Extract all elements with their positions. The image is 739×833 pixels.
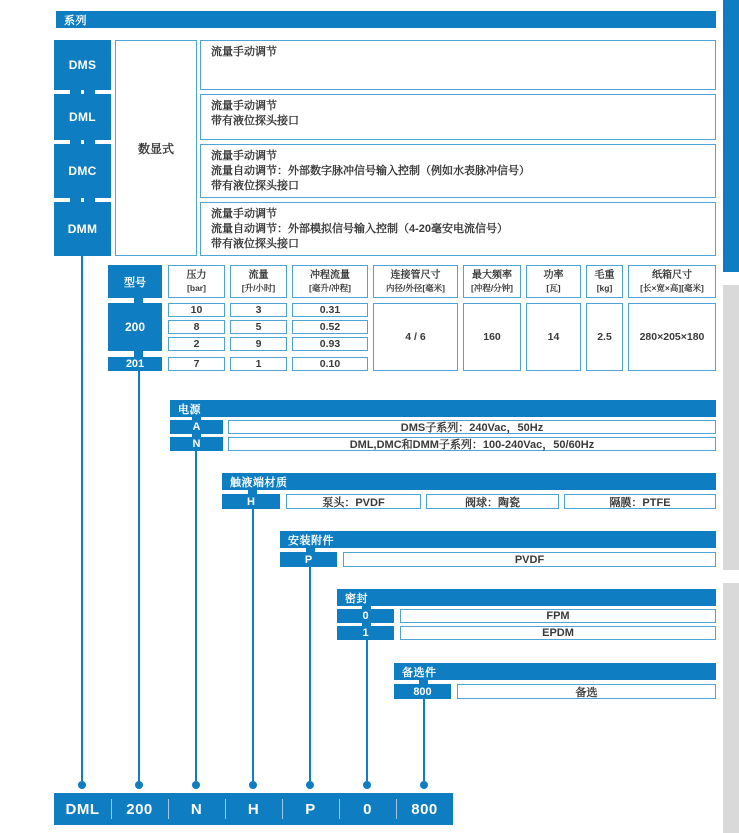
col-header-line1: 最大频率 <box>472 269 512 281</box>
col-header-line2: [瓦] <box>546 282 561 293</box>
col-header-line1: 压力 <box>186 269 207 281</box>
power-option-n-value <box>228 437 716 451</box>
value-label: PVDF <box>514 553 545 566</box>
col-header-line2: [冲程/分钟] <box>470 282 514 293</box>
segment-label: DML <box>65 800 100 818</box>
seal-option-1-key <box>337 626 394 640</box>
col-header-flow <box>230 265 287 298</box>
col-header-line1: 纸箱尺寸 <box>652 269 692 281</box>
value-label: 泵头：PVDF <box>322 496 385 509</box>
merged-cell-pipe-size <box>373 303 458 371</box>
option-section-header <box>394 663 716 680</box>
material-value-diaphragm <box>564 494 716 509</box>
desc-line: 流量自动调节：外部数字脉冲信号输入控制（例如水表脉冲信号） <box>211 165 530 177</box>
connector-dot <box>420 781 428 789</box>
seal-option-0-value <box>400 609 716 623</box>
desc-line: 流量自动调节：外部模拟信号输入控制（4-20毫安电流信号） <box>211 223 509 235</box>
cell-value: 10 <box>190 304 203 316</box>
value-label: 隔膜：PTFE <box>609 496 671 509</box>
value-label: DMS子系列：240Vac，50Hz <box>400 422 544 434</box>
series-connector-slit <box>81 198 84 202</box>
connector-dot <box>306 781 314 789</box>
connector-dot <box>249 781 257 789</box>
material-section-title: 触液端材质 <box>230 476 288 489</box>
key-label: 800 <box>413 685 432 698</box>
power-option-a-value <box>228 420 716 434</box>
col-header-line1: 流量 <box>248 269 269 281</box>
merged-cell-carton <box>628 303 716 371</box>
value-label: 备选 <box>575 686 598 699</box>
option-value <box>457 684 716 699</box>
type-key-segment-option <box>396 793 453 825</box>
series-desc-dml <box>200 94 716 140</box>
series-desc-dms <box>200 40 716 90</box>
cell-value: 7 <box>193 358 200 370</box>
key-label: 1 <box>362 627 369 639</box>
segment-label: 0 <box>363 800 372 818</box>
type-key-segment-seal <box>339 793 396 825</box>
col-header-power <box>526 265 581 298</box>
model-201-box <box>108 357 162 371</box>
value-label: FPM <box>546 610 570 622</box>
cell-value: 0.31 <box>319 304 341 316</box>
edge-accent-gray-strip-bottom <box>723 583 739 833</box>
col-header-line2: [毫升/冲程] <box>308 282 352 293</box>
material-section-header <box>222 473 716 490</box>
table-cell-stroke <box>292 337 368 351</box>
table-cell-flow <box>230 337 287 351</box>
series-code-label: DML <box>69 110 96 124</box>
cell-value: 3 <box>255 304 262 316</box>
merged-cell-weight <box>586 303 623 371</box>
series-connector-slit <box>81 140 84 144</box>
col-header-line2: [kg] <box>596 282 613 293</box>
model-code-label: 201 <box>125 358 145 370</box>
value-label: EPDM <box>542 627 574 639</box>
connector-line-material <box>252 509 254 781</box>
series-item-dms <box>54 40 111 90</box>
col-header-line2: [bar] <box>187 282 206 293</box>
table-cell-flow <box>230 303 287 317</box>
seal-section-header <box>337 589 716 606</box>
connector-dot <box>192 781 200 789</box>
seal-option-0-key <box>337 609 394 623</box>
table-cell-pressure <box>168 337 225 351</box>
cell-value: 4 / 6 <box>405 331 426 343</box>
series-item-dmm <box>54 202 111 256</box>
series-code-label: DMM <box>67 222 98 236</box>
connector-dot <box>135 781 143 789</box>
key-label: A <box>192 421 201 433</box>
mounting-key <box>280 552 337 567</box>
merged-cell-max-frequency <box>463 303 521 371</box>
table-cell-stroke <box>292 320 368 334</box>
col-header-pressure <box>168 265 225 298</box>
desc-line: 流量手动调节 <box>211 208 277 220</box>
seal-section-title: 密封 <box>345 592 368 605</box>
col-header-line1: 功率 <box>543 269 564 281</box>
material-key <box>222 494 280 509</box>
series-item-dml <box>54 94 111 140</box>
mounting-section-header <box>280 531 716 548</box>
desc-line: 流量手动调节 <box>211 100 277 112</box>
col-header-model <box>108 265 162 298</box>
table-cell-stroke <box>292 303 368 317</box>
series-connector-slit <box>81 90 84 94</box>
type-key-segment-series <box>54 793 111 825</box>
key-label: P <box>304 553 313 566</box>
power-option-n-key <box>170 437 223 451</box>
col-header-weight <box>586 265 623 298</box>
desc-line: 带有液位探头接口 <box>211 115 299 127</box>
col-header-stroke-volume <box>292 265 368 298</box>
mounting-section-title: 安装附件 <box>288 534 334 547</box>
model-code-label: 200 <box>124 320 146 334</box>
col-header-pipe-size <box>373 265 458 298</box>
type-key-segment-mounting <box>282 793 339 825</box>
col-header-line2: 内径/外径[毫米] <box>385 282 446 293</box>
col-header-carton <box>628 265 716 298</box>
series-desc-dmm <box>200 202 716 256</box>
key-label: H <box>247 495 255 508</box>
cell-value: 0.52 <box>319 321 341 333</box>
model-200-box <box>108 303 162 351</box>
desc-line: 流量手动调节 <box>211 46 277 58</box>
cell-value: 160 <box>483 331 501 343</box>
col-header-max-frequency <box>463 265 521 298</box>
type-key-bar <box>54 793 453 825</box>
power-section-title: 电源 <box>178 403 201 416</box>
connector-line-power <box>195 451 197 781</box>
desc-line: 带有液位探头接口 <box>211 238 299 250</box>
segment-label: H <box>247 800 260 818</box>
material-value-pump-head <box>286 494 421 509</box>
value-label: 阀球：陶瓷 <box>465 496 520 509</box>
series-code-label: DMC <box>68 164 97 178</box>
series-section-title: 系列 <box>64 14 87 27</box>
cell-value: 1 <box>255 358 262 370</box>
edge-accent-gray-strip-top <box>723 285 739 570</box>
type-key-segment-model <box>111 793 168 825</box>
segment-label: 800 <box>411 800 438 818</box>
cell-value: 14 <box>547 331 560 343</box>
segment-label: 200 <box>126 800 153 818</box>
cell-value: 0.93 <box>319 338 341 350</box>
col-header-line2: [升/小时] <box>241 282 276 293</box>
connector-line-seal <box>366 640 368 781</box>
col-header-line2: [长×宽×高][毫米] <box>640 282 704 293</box>
connector-dot <box>78 781 86 789</box>
series-code-label: DMS <box>68 58 97 72</box>
power-section-header <box>170 400 716 417</box>
series-section-header <box>56 11 716 28</box>
material-value-valve-ball <box>426 494 559 509</box>
desc-line: 带有液位探头接口 <box>211 180 299 192</box>
series-desc-dmc <box>200 144 716 198</box>
col-header-line1: 冲程流量 <box>310 269 350 281</box>
cell-value: 8 <box>193 321 200 333</box>
desc-line: 流量手动调节 <box>211 150 277 162</box>
option-key <box>394 684 451 699</box>
cell-value: 280×205×180 <box>639 331 705 343</box>
col-header-line1: 毛重 <box>594 269 615 281</box>
connector-line-mounting <box>309 567 311 781</box>
connector-dot <box>363 781 371 789</box>
segment-label: N <box>190 800 203 818</box>
cell-value: 5 <box>255 321 262 333</box>
seal-option-1-value <box>400 626 716 640</box>
table-cell-pressure <box>168 357 225 371</box>
col-header-line1: 连接管尺寸 <box>390 269 441 281</box>
table-cell-pressure <box>168 303 225 317</box>
cell-value: 9 <box>255 338 262 350</box>
display-type-label: 数显式 <box>137 141 174 156</box>
merged-cell-power <box>526 303 581 371</box>
connector-line-option <box>423 699 425 781</box>
type-key-segment-material <box>225 793 282 825</box>
power-option-a-key <box>170 420 223 434</box>
table-cell-stroke <box>292 357 368 371</box>
value-label: DML,DMC和DMM子系列：100-240Vac，50/60Hz <box>349 439 595 451</box>
connector-line-model <box>138 371 140 781</box>
mounting-value <box>343 552 716 567</box>
display-type-box <box>115 40 197 256</box>
table-cell-flow <box>230 320 287 334</box>
type-key-segment-power <box>168 793 225 825</box>
key-label: 0 <box>362 610 369 622</box>
option-section-title: 备选件 <box>402 666 437 679</box>
cell-value: 0.10 <box>319 358 341 370</box>
series-item-dmc <box>54 144 111 198</box>
segment-label: P <box>305 800 316 818</box>
key-label: N <box>192 438 201 450</box>
edge-accent-blue-strip <box>723 0 739 272</box>
table-cell-flow <box>230 357 287 371</box>
col-header-label: 型号 <box>124 276 146 289</box>
cell-value: 2.5 <box>597 331 612 343</box>
cell-value: 2 <box>193 338 200 350</box>
connector-line-series <box>81 256 83 781</box>
table-cell-pressure <box>168 320 225 334</box>
